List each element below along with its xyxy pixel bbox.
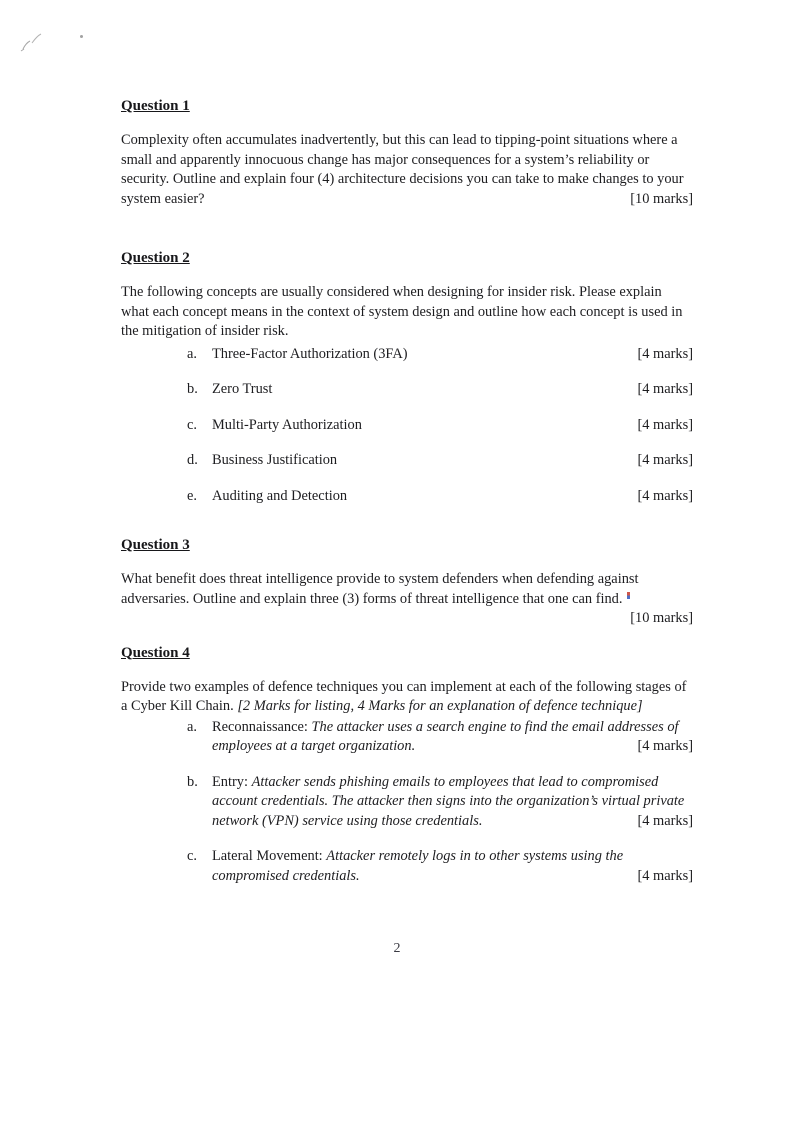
item-text: Auditing and Detection [212, 487, 348, 504]
question-4-text-normal: Provide two examples of defence techniques you can implement at each of the following stages of a Cyber Kill Chain. [121, 678, 687, 714]
item-text: Zero Trust [212, 381, 273, 397]
list-item [121, 345, 693, 365]
question-2-body [121, 283, 693, 342]
item-text-italic: Attacker remotely logs in to other systems using the compromised credentials. [212, 848, 624, 884]
question-3-heading: Question 3 [121, 537, 190, 553]
item-marker: b. [187, 381, 198, 397]
list-item [121, 451, 693, 471]
item-marks: [4 marks] [637, 345, 693, 362]
item-text: Business Justification [212, 452, 338, 468]
item-lead: Reconnaissance: [212, 718, 312, 735]
document-content [121, 97, 693, 886]
question-4-text-italic: [2 Marks for listing, 4 Marks for an explanation of defence technique] [237, 698, 643, 714]
item-marker: d. [187, 452, 198, 468]
item-marker: a. [187, 718, 197, 735]
item-marks: [4 marks] [637, 738, 693, 754]
question-2-text: The following concepts are usually considered when designing for insider risk. Please explain what each concept means in the context of system design and outline how each concept is used in the mitigation of insider risk. [121, 284, 683, 339]
question-3-text: What benefit does threat intelligence provide to system defenders when defending against adversaries. Outline and explain three (3) forms of threat intelligence that one can find. [121, 571, 639, 607]
item-marks: [4 marks] [637, 812, 693, 829]
question-3-marks: [10 marks] [630, 610, 693, 626]
list-item [121, 718, 693, 757]
item-marks: [4 marks] [637, 867, 693, 884]
item-marker: a. [187, 345, 197, 362]
item-marker: c. [187, 848, 197, 864]
question-3-body [121, 570, 693, 609]
scan-speck-dot [80, 35, 83, 38]
question-1-text: Complexity often accumulates inadvertently, but this can lead to tipping-point situations where a small and apparently innocuous change has major consequences for a system’s reliability or security. Outline and explain four (4) architecture decisions you can take to make changes to your system easier? [121, 132, 684, 207]
item-text-italic: Attacker sends phishing emails to employees that lead to compromised account credentials. The attacker then signs into the organization’s virtual private network (VPN) service using those credentials. [212, 773, 685, 829]
item-marker: e. [187, 487, 197, 504]
item-text: Multi-Party Authorization [212, 416, 362, 433]
item-marks: [4 marks] [637, 381, 693, 397]
list-item [121, 380, 693, 400]
question-2-heading: Question 2 [121, 250, 190, 266]
page-number: 2 [393, 941, 401, 956]
item-marks: [4 marks] [637, 416, 693, 433]
item-lead: Entry: [212, 773, 252, 790]
item-marker: c. [187, 416, 197, 433]
question-4-body [121, 678, 693, 717]
question-1-heading: Question 1 [121, 98, 190, 114]
question-2-sublist [121, 345, 693, 507]
question-4-heading: Question 4 [121, 644, 190, 661]
item-marker: b. [187, 773, 198, 790]
item-marks: [4 marks] [637, 452, 693, 468]
item-lead: Lateral Movement: [212, 848, 327, 864]
question-1-marks: [10 marks] [630, 190, 693, 207]
item-marks: [4 marks] [637, 487, 693, 504]
question-1-body [121, 131, 693, 209]
item-text-italic: The attacker uses a search engine to find the email addresses of employees at a target organization. [212, 718, 679, 754]
list-item [121, 416, 693, 436]
list-item [121, 773, 693, 832]
item-text: Three-Factor Authorization (3FA) [212, 345, 408, 362]
list-item [121, 487, 693, 507]
pen-scribble-mark [20, 30, 56, 52]
list-item [121, 847, 693, 886]
